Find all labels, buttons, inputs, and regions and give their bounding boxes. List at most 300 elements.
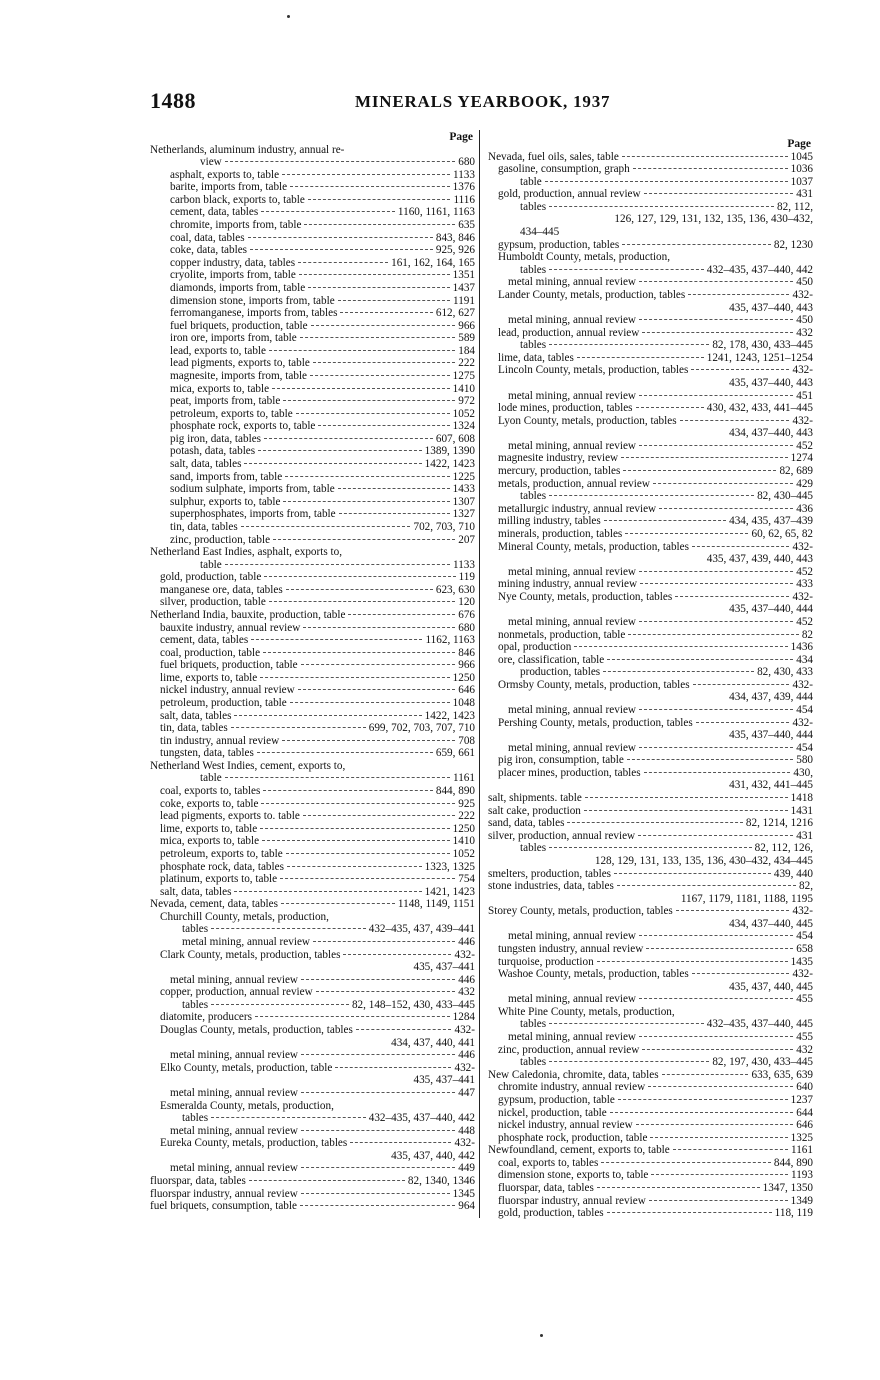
index-entry	[142, 357, 475, 370]
index-entry-pages: 82, 178, 430, 433–445	[712, 339, 813, 352]
index-entry-label: fluorspar industry, annual review	[498, 1194, 646, 1207]
index-entry-pages: 82,	[799, 880, 813, 893]
index-entry-pages: 432	[796, 1043, 813, 1056]
index-entry	[480, 817, 813, 830]
index-entry-label: view	[200, 156, 222, 169]
index-entry	[142, 747, 475, 760]
index-entry-label: platinum, exports to, table	[160, 873, 278, 886]
dot-leader	[649, 1200, 788, 1201]
index-entry-pages: 207	[458, 533, 475, 546]
index-entry-pages: 120	[458, 596, 475, 609]
index-entry-label: nickel industry, annual review	[160, 684, 295, 697]
index-entry	[142, 282, 475, 295]
index-entry-label: gasoline, consumption, graph	[498, 163, 630, 176]
dot-leader	[225, 564, 450, 565]
index-entry-label: coal, exports to, tables	[160, 785, 261, 798]
index-entry-label: tin, data, tables	[160, 722, 228, 735]
index-entry	[480, 792, 813, 805]
dot-leader	[281, 903, 395, 904]
index-entry-pages: 1418	[790, 792, 813, 805]
dot-leader	[211, 928, 366, 929]
index-entry	[142, 471, 475, 484]
dot-leader	[308, 199, 451, 200]
index-entry	[480, 729, 813, 742]
index-entry-pages: 1436	[790, 641, 813, 654]
index-entry	[480, 930, 813, 943]
index-entry-label: metallurgic industry, annual review	[498, 502, 657, 515]
index-entry-pages: 429	[796, 477, 813, 490]
index-entry-pages: 432-	[454, 1024, 475, 1037]
index-entry-label: lead, production, annual review	[498, 326, 640, 339]
index-entry	[142, 445, 475, 458]
dot-leader	[301, 1092, 455, 1093]
index-entry-pages: 964	[458, 1200, 475, 1213]
index-entry-label: Netherland West Indies, cement, exports to,	[150, 759, 346, 772]
dot-leader	[301, 1130, 455, 1131]
dot-leader	[286, 589, 433, 590]
index-entry-pages: 1435	[790, 955, 813, 968]
dot-leader	[260, 828, 449, 829]
index-entry	[142, 1087, 475, 1100]
index-entry	[480, 893, 813, 906]
index-entry	[480, 742, 813, 755]
index-entry-pages: 446	[458, 936, 475, 948]
dot-leader	[642, 1049, 793, 1050]
dot-leader	[241, 526, 411, 527]
dot-leader	[273, 539, 455, 540]
index-entry-label: turquoise, production	[498, 955, 594, 968]
index-entry-label: dimension stone, exports to, table	[498, 1169, 649, 1182]
dot-leader	[648, 1086, 793, 1087]
index-entry-pages: 439, 440	[773, 867, 813, 880]
index-entry-pages: 446	[458, 973, 475, 986]
dot-leader	[283, 501, 449, 502]
index-column-right	[480, 138, 813, 1220]
dot-leader	[290, 186, 450, 187]
index-entry-pages: 452	[796, 615, 813, 628]
index-entry-label: minerals, production, tables	[498, 527, 623, 540]
index-entry	[142, 232, 475, 245]
index-entry	[142, 647, 475, 660]
index-entry-label: tungsten, data, tables	[160, 747, 254, 760]
index-entry-pages: 1431	[790, 804, 813, 817]
index-entry-pages: 1345	[452, 1187, 475, 1200]
index-entry-pages: 1325	[790, 1131, 813, 1144]
index-entry-pages: 1160, 1161, 1163	[397, 206, 475, 219]
index-entry-pages: 708	[458, 734, 475, 747]
index-entry-label: mica, exports to, table	[170, 382, 270, 395]
dot-leader	[290, 702, 450, 703]
index-entry	[142, 420, 475, 433]
index-entry-pages: 430,	[793, 766, 813, 779]
index-entry-pages: 1250	[452, 671, 475, 684]
index-entry-label: asphalt, exports to, table	[170, 168, 280, 181]
index-entry-label: Lyon County, metals, production, tables	[498, 414, 677, 427]
index-entry	[480, 427, 813, 440]
dot-leader	[269, 350, 455, 351]
index-entry-label: magnesite industry, review	[498, 452, 619, 465]
index-entry-label: lead pigments, exports to, table	[170, 357, 310, 370]
dot-leader	[607, 659, 793, 660]
page-column-heading: Page	[449, 131, 473, 143]
index-entry	[480, 1182, 813, 1195]
index-entry	[480, 641, 813, 654]
index-entry-label: phosphate rock, exports to, table	[170, 420, 316, 433]
index-entry-label: metal mining, annual review	[508, 389, 636, 402]
index-entry-label: ore, classification, table	[498, 653, 605, 666]
index-entry	[480, 440, 813, 453]
index-entry-label: tin, data, tables	[170, 520, 238, 533]
index-entry-label: tin industry, annual review	[160, 734, 280, 747]
index-entry	[142, 1062, 475, 1075]
index-entry-label: table	[520, 175, 542, 188]
index-entry-label: cryolite, imports from, table	[170, 269, 296, 282]
index-entry	[142, 257, 475, 270]
dot-leader	[610, 1112, 793, 1113]
index-entry-pages: 222	[458, 810, 475, 823]
index-entry-pages: 455	[796, 1031, 813, 1044]
index-entry	[142, 496, 475, 509]
index-entry-pages: 432-	[454, 948, 475, 961]
index-entry-pages: 1422, 1423	[424, 458, 475, 471]
scan-speck	[287, 15, 290, 18]
index-entry	[480, 1044, 813, 1057]
index-entry-pages: 119	[458, 571, 475, 584]
index-entry	[142, 1150, 475, 1163]
index-entry-pages: 1307	[452, 495, 475, 508]
index-entry-label: silver, production, table	[160, 596, 266, 609]
index-entry-pages: 972	[458, 395, 475, 408]
dot-leader	[260, 677, 449, 678]
index-entry-label: salt, shipments. table	[488, 792, 582, 805]
dot-leader	[300, 337, 455, 338]
dot-leader	[251, 639, 422, 640]
dot-leader	[250, 249, 433, 250]
index-entry	[480, 993, 813, 1006]
index-entry-label: table	[200, 772, 222, 785]
index-entry-pages: 126, 127, 129, 131, 132, 135, 136, 430–432,	[614, 213, 813, 226]
index-entry	[480, 314, 813, 327]
index-entry-pages: 702, 703, 710	[413, 520, 475, 533]
dot-leader	[261, 803, 455, 804]
dot-leader	[301, 1193, 450, 1194]
dot-leader	[549, 1023, 704, 1024]
index-entry	[142, 508, 475, 521]
index-entry-pages: 1133	[453, 168, 475, 181]
dot-leader	[639, 319, 793, 320]
index-entry	[142, 559, 475, 572]
index-entry	[480, 226, 813, 239]
index-entry-label: salt, data, tables	[170, 458, 242, 471]
index-entry-pages: 1167, 1179, 1181, 1188, 1195	[680, 892, 813, 905]
index-entry-pages: 432-	[792, 716, 813, 729]
index-entry	[142, 584, 475, 597]
index-entry-pages: 82, 112, 126,	[754, 842, 813, 855]
index-entry-label: metal mining, annual review	[170, 1162, 298, 1175]
index-entry	[480, 478, 813, 491]
index-entry-label: tables	[520, 1018, 547, 1031]
index-entry	[142, 760, 475, 773]
index-entry-label: Eureka County, metals, production, tables	[160, 1137, 348, 1150]
index-entry-label: dimension stone, imports from, table	[170, 294, 335, 307]
dot-leader	[335, 1067, 451, 1068]
dot-leader	[304, 224, 455, 225]
index-entry-pages: 1225	[452, 470, 475, 483]
index-entry	[480, 1132, 813, 1145]
page-title: MINERALS YEARBOOK, 1937	[355, 92, 611, 111]
index-entry	[142, 710, 475, 723]
index-entry	[142, 571, 475, 584]
index-entry-pages: 433	[796, 578, 813, 591]
index-entry	[142, 672, 475, 685]
index-entry-pages: 431	[796, 829, 813, 842]
index-entry-pages: 623, 630	[435, 583, 475, 596]
index-entry-pages: 435, 437–440, 444	[729, 603, 813, 616]
index-entry	[142, 1188, 475, 1201]
dot-leader	[318, 425, 449, 426]
dot-leader	[225, 161, 455, 162]
index-entry-pages: 1161	[791, 1144, 813, 1157]
index-entry-label: copper, production, annual review	[160, 986, 313, 999]
dot-leader	[316, 991, 456, 992]
dot-leader	[258, 450, 422, 451]
index-entry-label: silver, production, annual review	[488, 829, 636, 842]
dot-leader	[211, 1004, 349, 1005]
index-entry	[480, 754, 813, 767]
index-entry-pages: 452	[796, 565, 813, 578]
index-entry	[142, 936, 475, 949]
index-entry-pages: 430, 432, 433, 441–445	[706, 402, 813, 415]
index-entry-label: lime, exports to, table	[160, 822, 258, 835]
dot-leader	[622, 156, 788, 157]
index-entry	[480, 981, 813, 994]
index-entry-pages: 434, 437–440, 445	[729, 917, 813, 930]
index-entry-label: fuel briquets, production, table	[160, 659, 298, 672]
dot-leader	[286, 853, 450, 854]
index-entry	[142, 194, 475, 207]
index-entry-label: metal mining, annual review	[170, 1124, 298, 1137]
dot-leader	[348, 614, 455, 615]
index-entry-label: sand, imports from, table	[170, 470, 283, 483]
index-entry-label: metal mining, annual review	[508, 314, 636, 327]
index-entry-label: Churchill County, metals, production,	[160, 910, 329, 923]
dot-leader	[618, 1099, 788, 1100]
dot-leader	[623, 470, 776, 471]
index-entry	[480, 339, 813, 352]
index-entry-label: magnesite, imports from, table	[170, 369, 308, 382]
index-entry-pages: 1433	[452, 483, 475, 496]
dot-leader	[296, 413, 450, 414]
index-entry-label: carbon black, exports to, table	[170, 193, 305, 206]
index-entry-pages: 1410	[452, 382, 475, 395]
index-entry	[142, 622, 475, 635]
index-entry-label: petroleum, exports to, table	[160, 847, 283, 860]
index-entry-pages: 434	[796, 653, 813, 666]
index-entry	[142, 307, 475, 320]
index-entry-pages: 644	[796, 1106, 813, 1119]
index-entry-label: lode mines, production, tables	[498, 402, 633, 415]
index-entry-pages: 1324	[452, 420, 475, 433]
dot-leader	[642, 332, 793, 333]
index-entry	[142, 534, 475, 547]
index-entry	[480, 377, 813, 390]
dot-leader	[597, 1187, 760, 1188]
index-entry-pages: 82	[801, 628, 813, 641]
index-entry-label: sulphur, exports to, table	[170, 495, 281, 508]
index-entry-pages: 1037	[790, 175, 813, 188]
index-entry	[142, 206, 475, 219]
index-entry-pages: 82, 430–445	[757, 490, 813, 503]
dot-leader	[675, 596, 789, 597]
index-entry	[480, 364, 813, 377]
index-entry-pages: 434, 437, 440, 441	[391, 1036, 475, 1049]
index-entry-label: superphosphates, imports from, table	[170, 508, 336, 521]
dot-leader	[545, 181, 788, 182]
index-entry-label: fluorspar, data, tables	[150, 1174, 246, 1187]
index-entry	[480, 503, 813, 516]
index-entry-label: cement, data, tables	[170, 206, 259, 219]
index-entry-pages: 432-	[792, 678, 813, 691]
index-entry-label: Lincoln County, metals, production, tables	[498, 364, 689, 377]
index-entry-pages: 432-	[454, 1137, 475, 1150]
index-entry-label: placer mines, production, tables	[498, 766, 641, 779]
index-entry-pages: 633, 635, 639	[751, 1068, 813, 1081]
index-entry-label: Washoe County, metals, production, tables	[498, 968, 689, 981]
index-entry	[142, 1024, 475, 1037]
index-entry-pages: 432–435, 437–440, 445	[706, 1018, 813, 1031]
dot-leader	[234, 715, 421, 716]
dot-leader	[691, 369, 789, 370]
dot-leader	[248, 237, 433, 238]
index-entry-pages: 1437	[452, 281, 475, 294]
index-entry	[480, 553, 813, 566]
index-entry	[142, 949, 475, 962]
dot-leader	[639, 281, 793, 282]
index-entry-label: metal mining, annual review	[508, 276, 636, 289]
dot-leader	[263, 652, 455, 653]
index-entry-pages: 844, 890	[435, 785, 475, 798]
dot-leader	[693, 684, 790, 685]
index-entry-label: tables	[520, 1056, 547, 1069]
index-entry-label: gypsum, production, tables	[498, 238, 620, 251]
index-entry	[142, 433, 475, 446]
index-entry-label: New Caledonia, chromite, data, tables	[488, 1068, 659, 1081]
dot-leader	[638, 835, 793, 836]
index-entry-pages: 680	[458, 621, 475, 634]
index-entry	[480, 779, 813, 792]
index-entry-pages: 82, 430, 433	[757, 666, 813, 679]
dot-leader	[639, 709, 793, 710]
index-entry-pages: 1422, 1423	[424, 709, 475, 722]
dot-leader	[651, 1174, 788, 1175]
index-entry-pages: 754	[458, 873, 475, 886]
index-entry	[480, 629, 813, 642]
index-entry	[480, 1081, 813, 1094]
index-entry-label: metal mining, annual review	[508, 741, 636, 754]
index-entry	[142, 395, 475, 408]
index-entry	[480, 1144, 813, 1157]
index-entry	[480, 566, 813, 579]
index-entry-pages: 431	[796, 188, 813, 201]
index-entry-pages: 435, 437–440, 444	[729, 729, 813, 742]
index-entry	[480, 352, 813, 365]
index-entry	[480, 767, 813, 780]
index-entry	[142, 345, 475, 358]
index-entry-label: smelters, production, tables	[488, 867, 612, 880]
index-entry-pages: 1274	[790, 452, 813, 465]
index-entry-label: tables	[182, 1112, 209, 1125]
index-entry-label: tables	[182, 998, 209, 1011]
index-entry	[142, 383, 475, 396]
index-entry	[142, 848, 475, 861]
dot-leader	[282, 174, 450, 175]
index-entry-label: Douglas County, metals, production, tables	[160, 1024, 353, 1037]
index-entry-label: zinc, production, table	[170, 533, 271, 546]
index-entry-label: gold, production, table	[160, 571, 262, 584]
dot-leader	[301, 979, 455, 980]
index-entry-pages: 432-	[792, 590, 813, 603]
index-entry	[480, 603, 813, 616]
index-entry-pages: 1349	[790, 1194, 813, 1207]
index-entry-pages: 82, 1230	[773, 238, 813, 251]
index-entry	[142, 458, 475, 471]
dot-leader	[257, 752, 433, 753]
index-entry-label: metal mining, annual review	[170, 973, 298, 986]
index-entry	[480, 452, 813, 465]
index-entry	[480, 289, 813, 302]
index-entry-pages: 1116	[453, 193, 475, 206]
index-entry-pages: 446	[458, 1049, 475, 1062]
index-entry	[480, 1207, 813, 1220]
dot-leader	[549, 1061, 709, 1062]
dot-leader	[574, 646, 787, 647]
dot-leader	[300, 1205, 455, 1206]
index-entry	[480, 188, 813, 201]
index-entry-label: Mineral County, metals, production, tables	[498, 540, 689, 553]
dot-leader	[549, 344, 709, 345]
index-entry-label: Storey County, metals, production, tables	[488, 905, 673, 918]
index-entry-label: tables	[520, 200, 547, 213]
dot-leader	[338, 488, 450, 489]
index-entry	[480, 616, 813, 629]
dot-leader	[636, 1124, 793, 1125]
index-entry-label: Nye County, metals, production, tables	[498, 590, 673, 603]
index-entry	[480, 830, 813, 843]
index-entry-label: chromite, imports from, table	[170, 219, 302, 232]
index-entry	[142, 810, 475, 823]
index-entry-pages: 435, 437–440, 443	[729, 301, 813, 314]
dot-leader	[639, 935, 793, 936]
dot-leader	[639, 445, 793, 446]
index-entry-pages: 161, 162, 164, 165	[391, 256, 475, 269]
dot-leader	[636, 407, 704, 408]
index-entry	[142, 785, 475, 798]
index-entry-label: ferromanganese, imports from, tables	[170, 307, 338, 320]
index-entry-label: bauxite industry, annual review	[160, 621, 301, 634]
index-entry	[480, 465, 813, 478]
index-entry-label: fluorspar, data, tables	[498, 1181, 594, 1194]
index-entry	[480, 1169, 813, 1182]
index-entry-pages: 454	[796, 704, 813, 717]
index-entry	[480, 654, 813, 667]
index-entry-label: sand, data, tables	[488, 817, 565, 830]
index-entry	[142, 722, 475, 735]
dot-leader	[625, 533, 748, 534]
index-entry-pages: 435, 437–441	[413, 1074, 475, 1087]
dot-leader	[298, 262, 388, 263]
index-entry-label: fuel briquets, production, table	[170, 319, 308, 332]
index-entry-label: salt cake, production	[488, 804, 581, 817]
